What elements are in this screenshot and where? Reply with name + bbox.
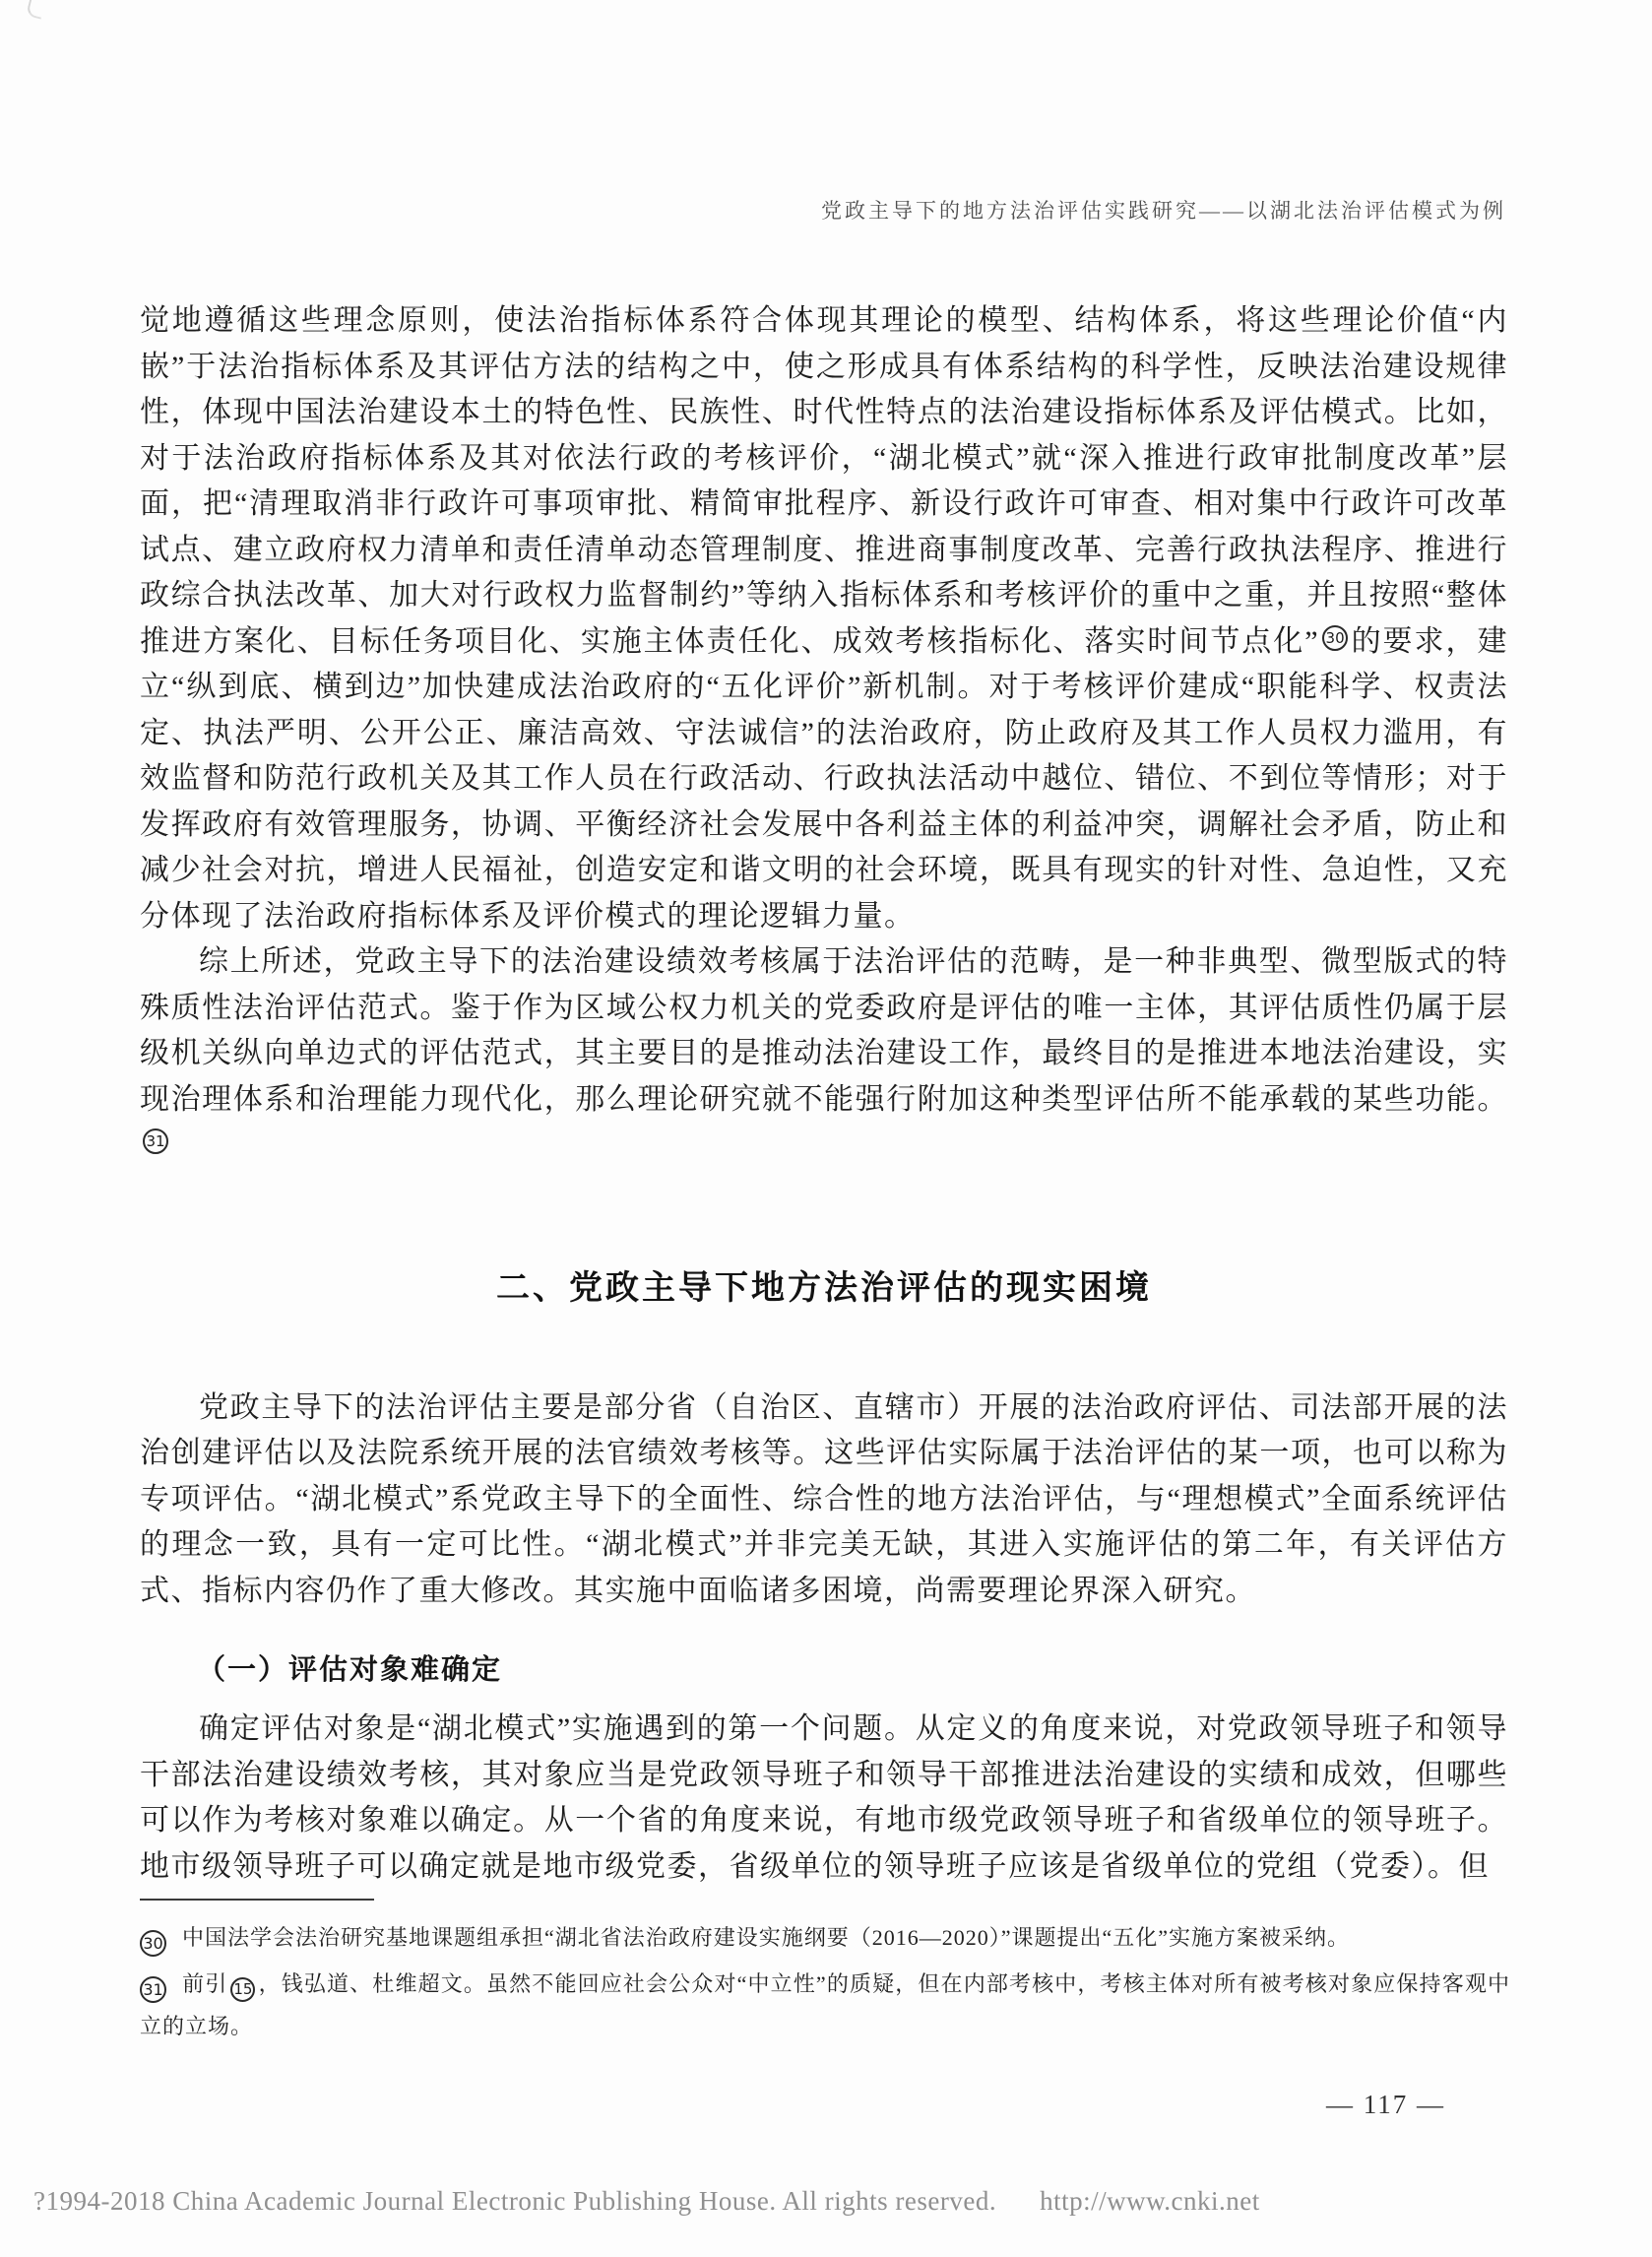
footnote-31 <box>140 1963 1510 2047</box>
cnki-url: http://www.cnki.net <box>1040 2186 1260 2216</box>
page-number: — 117 — <box>1326 2090 1445 2119</box>
crossref-15: 15 <box>230 1977 255 2002</box>
paragraph-4: 确定评估对象是“湖北模式”实施遇到的第一个问题。从定义的角度来说，对党政领导班子和领导干部法治建设绩效考核，其对象应当是党政领导班子和领导干部推进法治建设的实绩和成效，但哪些可以作为考核对象难以确定。从一个省的角度来说，有地市级党政领导班子和省级单位的领导班子。地市级领导班子可以确定就是地市级党委，省级单位的领导班子应该是省级单位的党组（党委）。但 <box>140 1712 1508 1883</box>
footnote-30 <box>140 1916 1510 1959</box>
copyright-text: ?1994-2018 China Academic Journal Electronic Publishing House. All rights reserved. <box>33 2186 997 2216</box>
footnote-separator <box>140 1899 374 1901</box>
footnote-30-marker: 30 <box>140 1930 166 1957</box>
scan-artifact <box>26 0 45 20</box>
paragraph-3: 党政主导下的法治评估主要是部分省（自治区、直辖市）开展的法治政府评估、司法部开展的法治创建评估以及法院系统开展的法官绩效考核等。这些评估实际属于法治评估的某一项，也可以称为专项评估。“湖北模式”系党政主导下的全面性、综合性的地方法治评估，与“理想模式”全面系统评估的理念一致，具有一定可比性。“湖北模式”并非完美无缺，其进入实施评估的第二年，有关评估方式、指标内容仍作了重大修改。其实施中面临诸多困境，尚需要理论界深入研究。 <box>140 1390 1508 1607</box>
footnote-ref-30: 30 <box>1322 625 1348 651</box>
running-title: 党政主导下的地方法治评估实践研究——以湖北法治评估模式为例 <box>821 199 1506 223</box>
footnote-31-marker: 31 <box>140 1976 166 2003</box>
paragraph-2-text: 综上所述，党政主导下的法治建设绩效考核属于法治评估的范畴，是一种非典型、微型版式的特殊质性法治评估范式。鉴于作为区域公权力机关的党委政府是评估的唯一主体，其评估质性仍属于层级机关纵向单边式的评估范式，其主要目的是推动法治建设工作，最终目的是推进本地法治建设，实现治理体系和治理能力现代化，那么理论研究就不能强行附加这种类型评估所不能承载的某些功能。 <box>140 945 1508 1116</box>
footnote-31-text: 前引 <box>182 1971 228 1996</box>
article-body <box>140 298 1508 1890</box>
footnote-30-text: 中国法学会法治研究基地课题组承担“湖北省法治政府建设实施纲要（2016—2020）”课题提出“五化”实施方案被采纳。 <box>182 1925 1351 1950</box>
section-heading: 二、党政主导下地方法治评估的现实困境 <box>496 1268 1152 1307</box>
paragraph-2 <box>140 939 1508 1169</box>
paragraph-1 <box>140 298 1508 939</box>
copyright-line <box>33 2186 1260 2217</box>
footnote-ref-31: 31 <box>143 1128 168 1154</box>
footnote-31-text-cont: ，钱弘道、杜维超文。虽然不能回应社会公众对“中立性”的质疑，但在内部考核中，考核主体对所有被考核对象应保持客观中立的立场。 <box>140 1971 1510 2038</box>
subsection-heading: （一）评估对象难确定 <box>197 1654 503 1686</box>
paragraph-1-text-cont: 的要求，建立“纵到底、横到边”加快建成法治政府的“五化评价”新机制。对于考核评价建成“职能科学、权责法定、执法严明、公开公正、廉洁高效、守法诚信”的法治政府，防止政府及其工作人员权力滥用，有效监督和防范行政机关及其工作人员在行政活动、行政执法活动中越位、错位、不到位等情形；对于发挥政府有效管理服务，协调、平衡经济社会发展中各利益主体的利益冲突，调解社会矛盾，防止和减少社会对抗，增进人民福祉，创造安定和谐文明的社会环境，既具有现实的针对性、急迫性，又充分体现了法治政府指标体系及评价模式的理论逻辑力量。 <box>140 624 1508 933</box>
footnotes <box>140 1899 1510 2051</box>
paragraph-1-text: 觉地遵循这些理念原则，使法治指标体系符合体现其理论的模型、结构体系，将这些理论价值“内嵌”于法治指标体系及其评估方法的结构之中，使之形成具有体系结构的科学性，反映法治建设规律性，体现中国法治建设本土的特色性、民族性、时代性特点的法治建设指标体系及评估模式。比如，对于法治政府指标体系及其对依法行政的考核评价，“湖北模式”就“深入推进行政审批制度改革”层面，把“清理取消非行政许可事项审批、精简审批程序、新设行政许可审查、相对集中行政许可改革试点、建立政府权力清单和责任清单动态管理制度、推进商事制度改革、完善行政执法程序、推进行政综合执法改革、加大对行政权力监督制约”等纳入指标体系和考核评价的重中之重，并且按照“整体推进方案化、目标任务项目化、实施主体责任化、成效考核指标化、落实时间节点化” <box>140 304 1508 658</box>
